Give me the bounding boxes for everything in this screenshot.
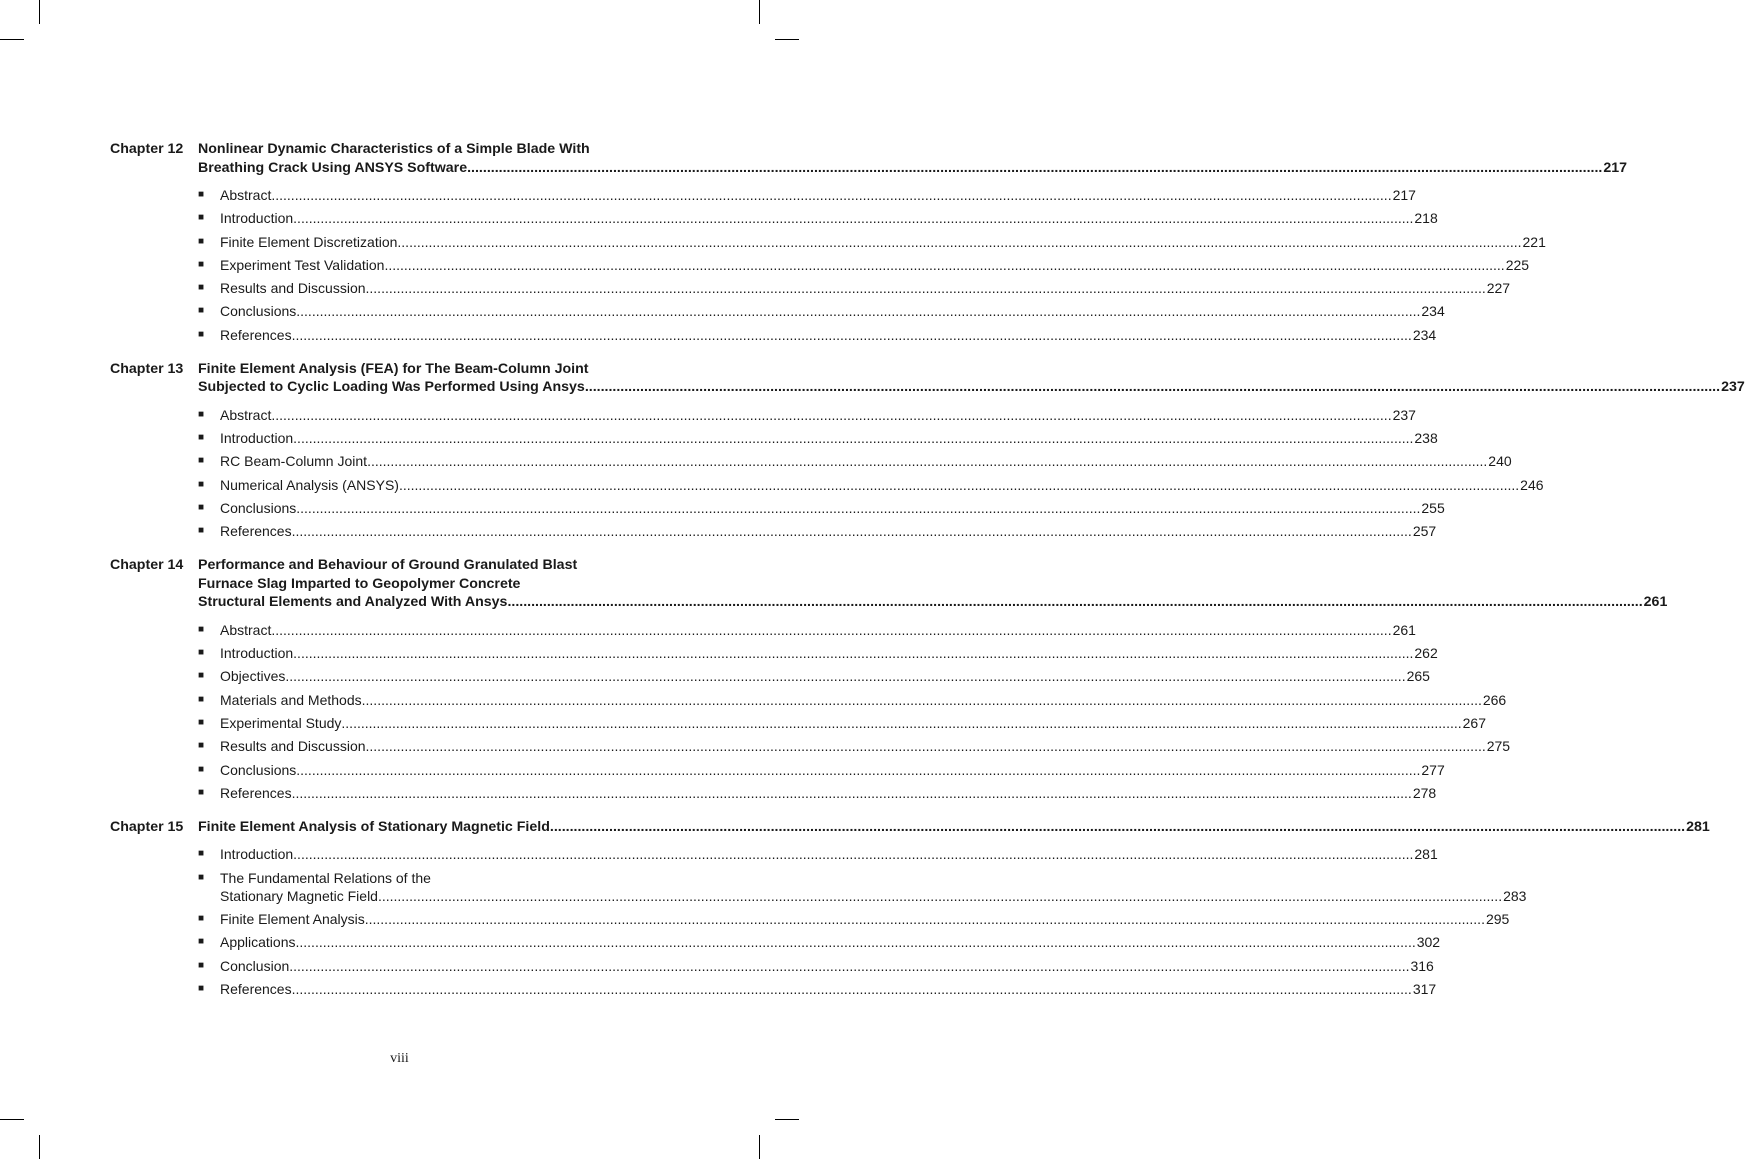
- square-bullet-icon: ■: [198, 189, 205, 200]
- square-bullet-icon: ■: [198, 455, 205, 467]
- square-bullet-icon: ■: [198, 959, 205, 971]
- section-title-line: [220, 845, 1438, 863]
- section-title: Introduction: [220, 430, 294, 447]
- section-title-line: [220, 429, 1438, 447]
- section-entry: [198, 302, 1445, 320]
- section-entry: [198, 326, 1437, 344]
- section-title: Objectives: [220, 668, 286, 685]
- section-title-line: [220, 326, 1436, 344]
- section-entry: [198, 522, 1437, 540]
- section-entry-body: [220, 957, 1434, 975]
- square-bullet-icon: ■: [198, 501, 205, 513]
- dot-leader: [271, 406, 1391, 424]
- section-page-number: 257: [1412, 523, 1437, 540]
- section-entry: [198, 910, 1510, 928]
- square-bullet-icon: ■: [198, 936, 205, 948]
- section-title: Experimental Study: [220, 714, 342, 731]
- chapter-heading: [110, 360, 1745, 397]
- section-page-number: 283: [1503, 887, 1527, 904]
- section-entry: [198, 784, 1437, 802]
- chapter-title: [198, 140, 1627, 177]
- section-page-number: 261: [1392, 621, 1416, 638]
- section-page-number: 246: [1520, 476, 1544, 493]
- dot-leader: [300, 302, 1420, 320]
- table-of-contents: [110, 140, 1745, 1014]
- section-entry: [198, 209, 1438, 227]
- chapter-title-text: Finite Element Analysis of Stationary Magnetic Field: [198, 818, 550, 835]
- dot-leader: [341, 714, 1461, 732]
- square-bullet-icon: ■: [198, 716, 205, 728]
- chapter-title: [198, 818, 1710, 837]
- square-bullet-icon: ■: [198, 282, 205, 294]
- section-entry: [198, 845, 1438, 863]
- section-entry-body: [220, 910, 1509, 928]
- dot-leader: [289, 957, 1409, 975]
- square-bullet-icon: ■: [198, 408, 205, 420]
- section-title-line: [220, 980, 1436, 998]
- section-page-number: 278: [1412, 784, 1437, 801]
- section-title-line: [220, 476, 1544, 494]
- section-entry: [198, 429, 1438, 447]
- square-bullet-icon: ■: [198, 328, 205, 340]
- section-list: [198, 186, 1546, 344]
- section-title: Applications: [220, 934, 296, 951]
- section-page-number: 275: [1486, 738, 1511, 755]
- section-title: Experiment Test Validation: [220, 256, 385, 273]
- section-entry: [198, 279, 1511, 297]
- chapter-title-line: [198, 378, 1745, 397]
- section-entry-body: [220, 302, 1445, 320]
- chapter-title-line: Finite Element Analysis (FEA) for The Beam-Column Joint: [198, 360, 589, 377]
- section-page-number: 255: [1421, 499, 1445, 516]
- section-title-line: [220, 644, 1438, 662]
- section-title-line: [220, 522, 1436, 540]
- section-entry-body: [220, 667, 1430, 685]
- section-entry: [198, 233, 1546, 251]
- section-title: References: [220, 523, 292, 540]
- section-entry: [198, 499, 1445, 517]
- dot-leader: [401, 233, 1521, 251]
- toc-chapter: [110, 360, 1745, 540]
- section-entry: [198, 186, 1416, 204]
- chapter-page-number: 217: [1603, 159, 1628, 176]
- section-entry-body: [220, 406, 1416, 424]
- chapter-title-line: [198, 818, 1710, 837]
- section-entry: [198, 933, 1441, 951]
- crop-mark: [39, 0, 40, 24]
- section-page-number: 234: [1412, 326, 1437, 343]
- section-entry-body: [220, 256, 1529, 274]
- dot-leader: [384, 256, 1504, 274]
- section-title: Introduction: [220, 210, 294, 227]
- dot-leader: [271, 186, 1391, 204]
- chapter-heading: [110, 818, 1710, 837]
- dot-leader: [285, 667, 1405, 685]
- section-title-line: [220, 209, 1438, 227]
- chapter-title: [198, 556, 1667, 612]
- section-title-line: [220, 452, 1512, 470]
- section-title: Results and Discussion: [220, 280, 366, 297]
- section-title-line: [220, 887, 1526, 905]
- section-entry: [198, 667, 1430, 685]
- section-title-line: [220, 691, 1506, 709]
- section-entry-body: [220, 784, 1436, 802]
- section-page-number: 240: [1488, 453, 1512, 470]
- dot-leader: [300, 761, 1420, 779]
- section-entry: [198, 452, 1512, 470]
- section-page-number: 238: [1414, 430, 1438, 447]
- dot-leader: [467, 159, 1602, 178]
- section-entry: [198, 476, 1544, 494]
- section-entry-body: [220, 761, 1445, 779]
- section-entry: [198, 691, 1507, 709]
- section-title-line: [220, 406, 1416, 424]
- section-entry-body: [220, 845, 1438, 863]
- section-page-number: 234: [1421, 303, 1445, 320]
- chapter-label: Chapter 12: [110, 141, 184, 157]
- section-title: Numerical Analysis (ANSYS): [220, 476, 399, 493]
- chapter-title-line: Furnace Slag Imparted to Geopolymer Concrete: [198, 575, 521, 592]
- section-page-number: 227: [1486, 280, 1511, 297]
- section-page-number: 281: [1414, 846, 1438, 863]
- dot-leader: [292, 980, 1412, 998]
- chapter-heading: [110, 140, 1628, 177]
- chapter-title-line: [198, 593, 1667, 612]
- section-entry-body: [220, 452, 1512, 470]
- chapter-title-text: Structural Elements and Analyzed With Ansys: [198, 594, 508, 611]
- section-title-line: [220, 737, 1510, 755]
- chapter-page-number: 237: [1721, 379, 1745, 396]
- chapter-title-line: [198, 159, 1627, 178]
- square-bullet-icon: ■: [198, 478, 205, 490]
- crop-mark: [775, 39, 799, 40]
- section-entry: [198, 980, 1437, 998]
- section-entry: [198, 957, 1434, 975]
- square-bullet-icon: ■: [198, 848, 205, 860]
- section-entry: [198, 714, 1486, 732]
- crop-mark: [0, 39, 24, 40]
- dot-leader: [296, 933, 1416, 951]
- section-page-number: 267: [1462, 714, 1486, 731]
- section-entry-body: [220, 691, 1506, 709]
- section-page-number: 237: [1392, 406, 1416, 423]
- section-page-number: 265: [1406, 668, 1430, 685]
- section-title: Finite Element Analysis: [220, 910, 365, 927]
- square-bullet-icon: ■: [198, 670, 205, 682]
- square-bullet-icon: ■: [198, 871, 205, 883]
- section-title-line: [220, 910, 1509, 928]
- section-title: Introduction: [220, 645, 294, 662]
- section-list: [198, 621, 1511, 802]
- dot-leader: [399, 476, 1519, 494]
- section-title: Introduction: [220, 846, 294, 863]
- section-entry: [198, 737, 1511, 755]
- dot-leader: [271, 621, 1391, 639]
- section-title-line: [220, 256, 1529, 274]
- dot-leader: [293, 429, 1413, 447]
- dot-leader: [507, 593, 1642, 612]
- dot-leader: [293, 209, 1413, 227]
- section-page-number: 302: [1416, 934, 1441, 951]
- dot-leader: [292, 326, 1412, 344]
- dot-leader: [292, 784, 1412, 802]
- section-entry-body: [220, 209, 1438, 227]
- section-title-line: [220, 302, 1445, 320]
- section-title-line: [220, 714, 1486, 732]
- dot-leader: [292, 522, 1412, 540]
- crop-mark: [0, 1119, 24, 1120]
- square-bullet-icon: ■: [198, 912, 205, 924]
- square-bullet-icon: ■: [198, 305, 205, 317]
- section-page-number: 225: [1505, 256, 1530, 273]
- section-page-number: 221: [1522, 233, 1546, 250]
- section-title: Results and Discussion: [220, 738, 366, 755]
- section-title: References: [220, 784, 292, 801]
- section-title: Materials and Methods: [220, 691, 362, 708]
- section-entry-body: [220, 621, 1416, 639]
- section-title-line: [220, 279, 1510, 297]
- chapter-title-line: Performance and Behaviour of Ground Granulated Blast: [198, 557, 578, 574]
- section-title-line: The Fundamental Relations of the: [220, 869, 431, 886]
- section-title-line: [220, 957, 1434, 975]
- square-bullet-icon: ■: [198, 525, 205, 537]
- section-title: Conclusion: [220, 957, 290, 974]
- chapter-title-text: Subjected to Cyclic Loading Was Performed Using Ansys: [198, 379, 585, 396]
- square-bullet-icon: ■: [198, 258, 205, 270]
- dot-leader: [550, 818, 1685, 837]
- section-title-line: [220, 621, 1416, 639]
- section-title: RC Beam-Column Joint: [220, 453, 368, 470]
- section-page-number: 277: [1421, 761, 1445, 778]
- section-title: Conclusions.: [220, 303, 301, 320]
- section-entry: [198, 761, 1445, 779]
- dot-leader: [293, 644, 1413, 662]
- chapter-title-text: Breathing Crack Using ANSYS Software: [198, 159, 468, 176]
- toc-chapter: [110, 140, 1628, 344]
- section-title: Conclusions.: [220, 499, 301, 516]
- section-entry-body: [220, 737, 1510, 755]
- crop-mark: [759, 0, 760, 24]
- section-entry: [198, 869, 1527, 905]
- chapter-label: Chapter 14: [110, 557, 184, 574]
- square-bullet-icon: ■: [198, 623, 205, 635]
- square-bullet-icon: ■: [198, 432, 205, 444]
- toc-chapter: [110, 818, 1710, 998]
- section-entry-body: [220, 279, 1510, 297]
- dot-leader: [367, 452, 1487, 470]
- section-title: Stationary Magnetic Field.: [220, 887, 382, 904]
- section-entry-body: [220, 233, 1546, 251]
- section-page-number: 266: [1482, 691, 1507, 708]
- section-entry: [198, 644, 1438, 662]
- chapter-page-number: 281: [1686, 818, 1710, 835]
- square-bullet-icon: ■: [198, 693, 205, 705]
- dot-leader: [585, 378, 1720, 397]
- section-entry-body: [220, 326, 1436, 344]
- square-bullet-icon: ■: [198, 647, 205, 659]
- dot-leader: [382, 887, 1502, 905]
- section-list: [198, 406, 1544, 540]
- section-title: References: [220, 326, 292, 343]
- section-entry-body: [220, 429, 1438, 447]
- section-page-number: 217: [1392, 187, 1416, 203]
- chapter-page-number: 261: [1643, 594, 1668, 611]
- section-page-number: 316: [1410, 957, 1434, 974]
- section-page-number: 218: [1414, 210, 1438, 227]
- section-title-line: [220, 667, 1430, 685]
- dot-leader: [366, 279, 1486, 297]
- section-title-line: [220, 499, 1445, 517]
- section-entry-body: [220, 714, 1486, 732]
- section-page-number: 262: [1414, 645, 1438, 662]
- dot-leader: [362, 691, 1482, 709]
- section-entry-body: [220, 869, 1526, 905]
- section-title-line: [220, 233, 1546, 251]
- section-entry-body: [220, 933, 1440, 951]
- section-title-line: [220, 933, 1440, 951]
- section-title: Finite Element Discretization.: [220, 233, 402, 250]
- chapter-label: Chapter 13: [110, 360, 184, 377]
- crop-mark: [39, 1135, 40, 1159]
- chapter-heading: [110, 556, 1668, 612]
- square-bullet-icon: ■: [198, 786, 205, 798]
- square-bullet-icon: ■: [198, 212, 205, 224]
- crop-mark: [759, 1135, 760, 1159]
- section-title: Abstract: [220, 406, 272, 423]
- section-entry-body: [220, 499, 1445, 517]
- section-entry: [198, 621, 1416, 639]
- section-title-line: [220, 784, 1436, 802]
- square-bullet-icon: ■: [198, 235, 205, 247]
- section-entry-body: [220, 476, 1544, 494]
- chapter-label: Chapter 15: [110, 818, 184, 835]
- section-entry-body: [220, 186, 1416, 204]
- section-page-number: 317: [1412, 980, 1437, 997]
- section-title: Abstract: [220, 187, 272, 203]
- dot-leader: [293, 845, 1413, 863]
- page-number: viii: [390, 1051, 409, 1066]
- dot-leader: [365, 910, 1485, 928]
- square-bullet-icon: ■: [198, 763, 205, 775]
- dot-leader: [366, 737, 1486, 755]
- section-title: References: [220, 980, 292, 997]
- section-entry: [198, 256, 1530, 274]
- section-title: Abstract: [220, 621, 272, 638]
- section-entry: [198, 406, 1416, 424]
- section-entry-body: [220, 644, 1438, 662]
- chapter-title-line: Nonlinear Dynamic Characteristics of a Simple Blade With: [198, 141, 590, 157]
- square-bullet-icon: ■: [198, 740, 205, 752]
- section-entry-body: [220, 980, 1436, 998]
- square-bullet-icon: ■: [198, 982, 205, 994]
- section-page-number: 295: [1485, 910, 1510, 927]
- chapter-title: [198, 360, 1745, 397]
- crop-mark: [775, 1119, 799, 1120]
- dot-leader: [300, 499, 1420, 517]
- section-entry-body: [220, 522, 1436, 540]
- section-list: [198, 845, 1527, 997]
- toc-chapter: [110, 556, 1668, 802]
- section-title-line: [220, 761, 1445, 779]
- section-title: Conclusions.: [220, 761, 301, 778]
- section-title-line: [220, 186, 1416, 204]
